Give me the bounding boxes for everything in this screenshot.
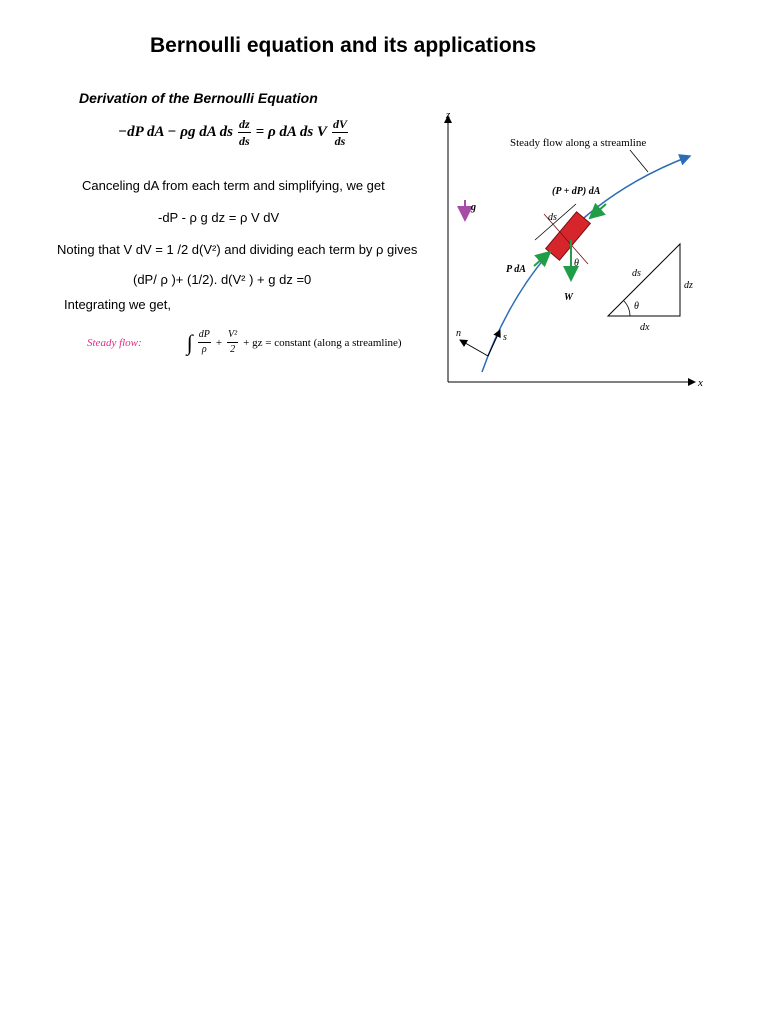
n-label: n <box>456 328 461 339</box>
triangle-ds-label: ds <box>632 268 641 279</box>
eq2-f1-num: dP <box>198 330 211 343</box>
triangle-theta-label: θ <box>634 301 639 312</box>
eq2-rest: + gz = constant (along a streamline) <box>243 336 402 349</box>
z-axis-label: z <box>446 109 451 121</box>
force-bottom-label: P dA <box>506 264 526 275</box>
element-theta-label: θ <box>574 258 579 269</box>
section-subtitle: Derivation of the Bernoulli Equation <box>79 90 318 106</box>
streamline-label: Steady flow along a streamline <box>510 137 647 149</box>
page-title: Bernoulli equation and its applications <box>150 34 537 57</box>
eq2-f2-num: V² <box>227 330 238 343</box>
integral-sign: ∫ <box>186 329 193 355</box>
s-label: s <box>503 332 507 343</box>
eq1-frac2-den: ds <box>334 134 346 148</box>
triangle-angle-arc <box>624 301 630 316</box>
text-canceling: Canceling dA from each term and simplifying, we get <box>82 178 385 193</box>
gravity-label: g <box>471 202 476 213</box>
eq1-frac1-num: dz <box>238 117 250 131</box>
triangle-dz-label: dz <box>684 280 693 291</box>
streamline-leader <box>630 150 648 172</box>
force-top-label: (P + dP) dA <box>552 186 601 197</box>
x-axis-label: x <box>698 377 703 389</box>
steady-flow-label: Steady flow: <box>87 336 142 349</box>
eq1-frac1-den: ds <box>238 134 250 148</box>
weight-label: W <box>564 292 573 303</box>
ds-label: ds <box>548 212 557 223</box>
eq2-fraction-dp-rho <box>198 330 211 355</box>
eq2-plus: + <box>215 336 223 349</box>
n-arrow <box>460 340 488 356</box>
momentum-equation <box>118 118 348 147</box>
bernoulli-equation <box>87 330 402 355</box>
eq1-frac2-num: dV <box>332 117 347 131</box>
eq1-lhs: −dP dA − ρg dA ds <box>118 124 233 140</box>
eq1-fraction-dz-ds <box>238 118 251 147</box>
force-bottom-arrow <box>534 252 550 266</box>
text-noting: Noting that V dV = 1 /2 d(V²) and dividing each term by ρ gives <box>57 242 418 257</box>
eq1-mid: = ρ dA ds V <box>255 124 327 140</box>
text-divided-equation: (dP/ ρ )+ (1/2). d(V² ) + g dz =0 <box>133 272 312 287</box>
triangle-dx-label: dx <box>640 322 650 333</box>
eq2-fraction-v2-2 <box>227 330 238 355</box>
s-arrow <box>488 330 500 356</box>
eq2-f1-den: ρ <box>201 344 207 355</box>
triangle-shape <box>608 244 680 316</box>
eq1-fraction-dv-ds <box>332 118 348 147</box>
streamline-diagram <box>440 104 710 394</box>
geometry-triangle <box>608 244 680 316</box>
eq2-f2-den: 2 <box>230 344 236 355</box>
text-integrating: Integrating we get, <box>64 297 171 312</box>
text-simplified-equation: -dP - ρ g dz = ρ V dV <box>158 210 280 225</box>
